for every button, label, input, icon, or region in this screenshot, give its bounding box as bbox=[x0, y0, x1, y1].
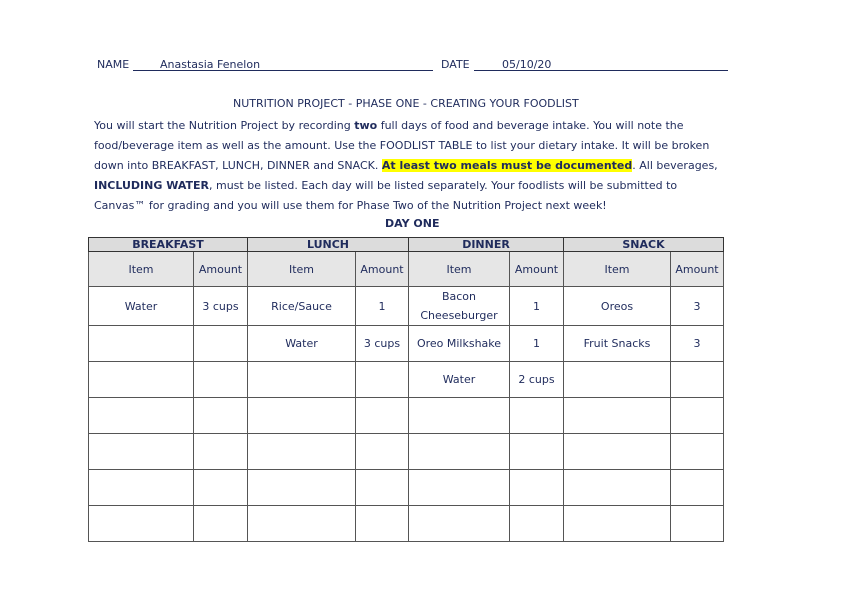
item-cell[interactable] bbox=[564, 362, 671, 398]
item-cell[interactable] bbox=[89, 470, 194, 506]
item-header: Item bbox=[248, 252, 356, 287]
item-header: Item bbox=[89, 252, 194, 287]
item-cell[interactable] bbox=[248, 506, 356, 542]
item-cell[interactable] bbox=[564, 470, 671, 506]
text: . All beverages, bbox=[632, 159, 718, 172]
amount-cell[interactable] bbox=[510, 506, 564, 542]
item-cell[interactable] bbox=[409, 506, 510, 542]
text: Canvas™ for grading and you will use them for Phase Two of the Nutrition Project next week! bbox=[94, 199, 607, 212]
amount-cell[interactable] bbox=[510, 398, 564, 434]
item-cell[interactable] bbox=[409, 470, 510, 506]
item-cell[interactable] bbox=[248, 362, 356, 398]
amount-cell[interactable]: 3 bbox=[671, 287, 724, 326]
amount-cell[interactable]: 1 bbox=[510, 326, 564, 362]
item-cell[interactable]: Fruit Snacks bbox=[564, 326, 671, 362]
item-cell[interactable]: Bacon Cheeseburger bbox=[409, 287, 510, 326]
item-cell[interactable] bbox=[564, 434, 671, 470]
amount-cell[interactable] bbox=[194, 506, 248, 542]
text: down into BREAKFAST, LUNCH, DINNER and SNACK. bbox=[94, 159, 382, 172]
table-row bbox=[89, 287, 724, 326]
item-cell[interactable] bbox=[89, 326, 194, 362]
item-cell[interactable]: Water bbox=[89, 287, 194, 326]
meal-header-dinner: DINNER bbox=[409, 238, 564, 252]
amount-cell[interactable]: 3 bbox=[671, 326, 724, 362]
amount-cell[interactable]: 1 bbox=[356, 287, 409, 326]
bold-text: INCLUDING WATER bbox=[94, 179, 209, 192]
amount-cell[interactable] bbox=[356, 470, 409, 506]
amount-header: Amount bbox=[510, 252, 564, 287]
amount-cell[interactable] bbox=[671, 398, 724, 434]
item-cell[interactable] bbox=[89, 434, 194, 470]
item-cell[interactable]: Water bbox=[248, 326, 356, 362]
amount-cell[interactable] bbox=[194, 326, 248, 362]
amount-cell[interactable] bbox=[194, 398, 248, 434]
amount-cell[interactable] bbox=[671, 506, 724, 542]
table-row bbox=[89, 362, 724, 398]
instructions-paragraph bbox=[94, 116, 734, 216]
item-cell[interactable] bbox=[409, 398, 510, 434]
column-header-row bbox=[89, 252, 724, 287]
date-field[interactable]: 05/10/20 bbox=[502, 58, 552, 71]
item-header: Item bbox=[409, 252, 510, 287]
day-label: DAY ONE bbox=[385, 217, 440, 230]
amount-cell[interactable] bbox=[510, 434, 564, 470]
amount-cell[interactable] bbox=[356, 398, 409, 434]
item-cell[interactable]: Oreos bbox=[564, 287, 671, 326]
text: You will start the Nutrition Project by recording bbox=[94, 119, 355, 132]
item-cell[interactable]: Rice/Sauce bbox=[248, 287, 356, 326]
item-cell[interactable] bbox=[248, 434, 356, 470]
item-cell[interactable]: Water bbox=[409, 362, 510, 398]
item-cell[interactable] bbox=[564, 398, 671, 434]
text: full days of food and beverage intake. You will note the bbox=[377, 119, 684, 132]
meal-header-snack: SNACK bbox=[564, 238, 724, 252]
amount-cell[interactable] bbox=[356, 506, 409, 542]
item-cell[interactable]: Oreo Milkshake bbox=[409, 326, 510, 362]
amount-cell[interactable] bbox=[194, 470, 248, 506]
table-row bbox=[89, 434, 724, 470]
amount-cell[interactable] bbox=[194, 434, 248, 470]
name-label: NAME bbox=[97, 58, 130, 71]
amount-cell[interactable] bbox=[356, 434, 409, 470]
amount-cell[interactable] bbox=[671, 362, 724, 398]
date-label: DATE bbox=[441, 58, 470, 71]
foodlist-table bbox=[88, 237, 724, 542]
item-cell[interactable] bbox=[89, 506, 194, 542]
item-cell[interactable] bbox=[564, 506, 671, 542]
highlighted-text: At least two meals must be documented bbox=[381, 159, 633, 172]
bold-text: two bbox=[354, 119, 378, 132]
amount-cell[interactable] bbox=[671, 434, 724, 470]
amount-cell[interactable] bbox=[356, 362, 409, 398]
amount-cell[interactable] bbox=[194, 362, 248, 398]
table-row bbox=[89, 470, 724, 506]
item-cell[interactable] bbox=[89, 398, 194, 434]
amount-header: Amount bbox=[356, 252, 409, 287]
meal-header-breakfast: BREAKFAST bbox=[89, 238, 248, 252]
amount-cell[interactable] bbox=[510, 470, 564, 506]
amount-header: Amount bbox=[671, 252, 724, 287]
item-header: Item bbox=[564, 252, 671, 287]
amount-cell[interactable]: 3 cups bbox=[194, 287, 248, 326]
amount-cell[interactable]: 3 cups bbox=[356, 326, 409, 362]
amount-cell[interactable]: 2 cups bbox=[510, 362, 564, 398]
item-cell[interactable] bbox=[248, 470, 356, 506]
item-cell[interactable] bbox=[409, 434, 510, 470]
document-title: NUTRITION PROJECT - PHASE ONE - CREATING YOUR FOODLIST bbox=[233, 97, 579, 110]
amount-cell[interactable]: 1 bbox=[510, 287, 564, 326]
item-cell[interactable] bbox=[248, 398, 356, 434]
meal-header-row bbox=[89, 238, 724, 252]
table-row bbox=[89, 326, 724, 362]
text: , must be listed. Each day will be listed separately. Your foodlists will be submitted to bbox=[209, 179, 678, 192]
table-row bbox=[89, 506, 724, 542]
amount-header: Amount bbox=[194, 252, 248, 287]
amount-cell[interactable] bbox=[671, 470, 724, 506]
text: food/beverage item as well as the amount. Use the FOODLIST TABLE to list your dietary intake. It will be broken bbox=[94, 139, 710, 152]
item-cell[interactable] bbox=[89, 362, 194, 398]
meal-header-lunch: LUNCH bbox=[248, 238, 409, 252]
name-field[interactable]: Anastasia Fenelon bbox=[160, 58, 261, 71]
table-row bbox=[89, 398, 724, 434]
